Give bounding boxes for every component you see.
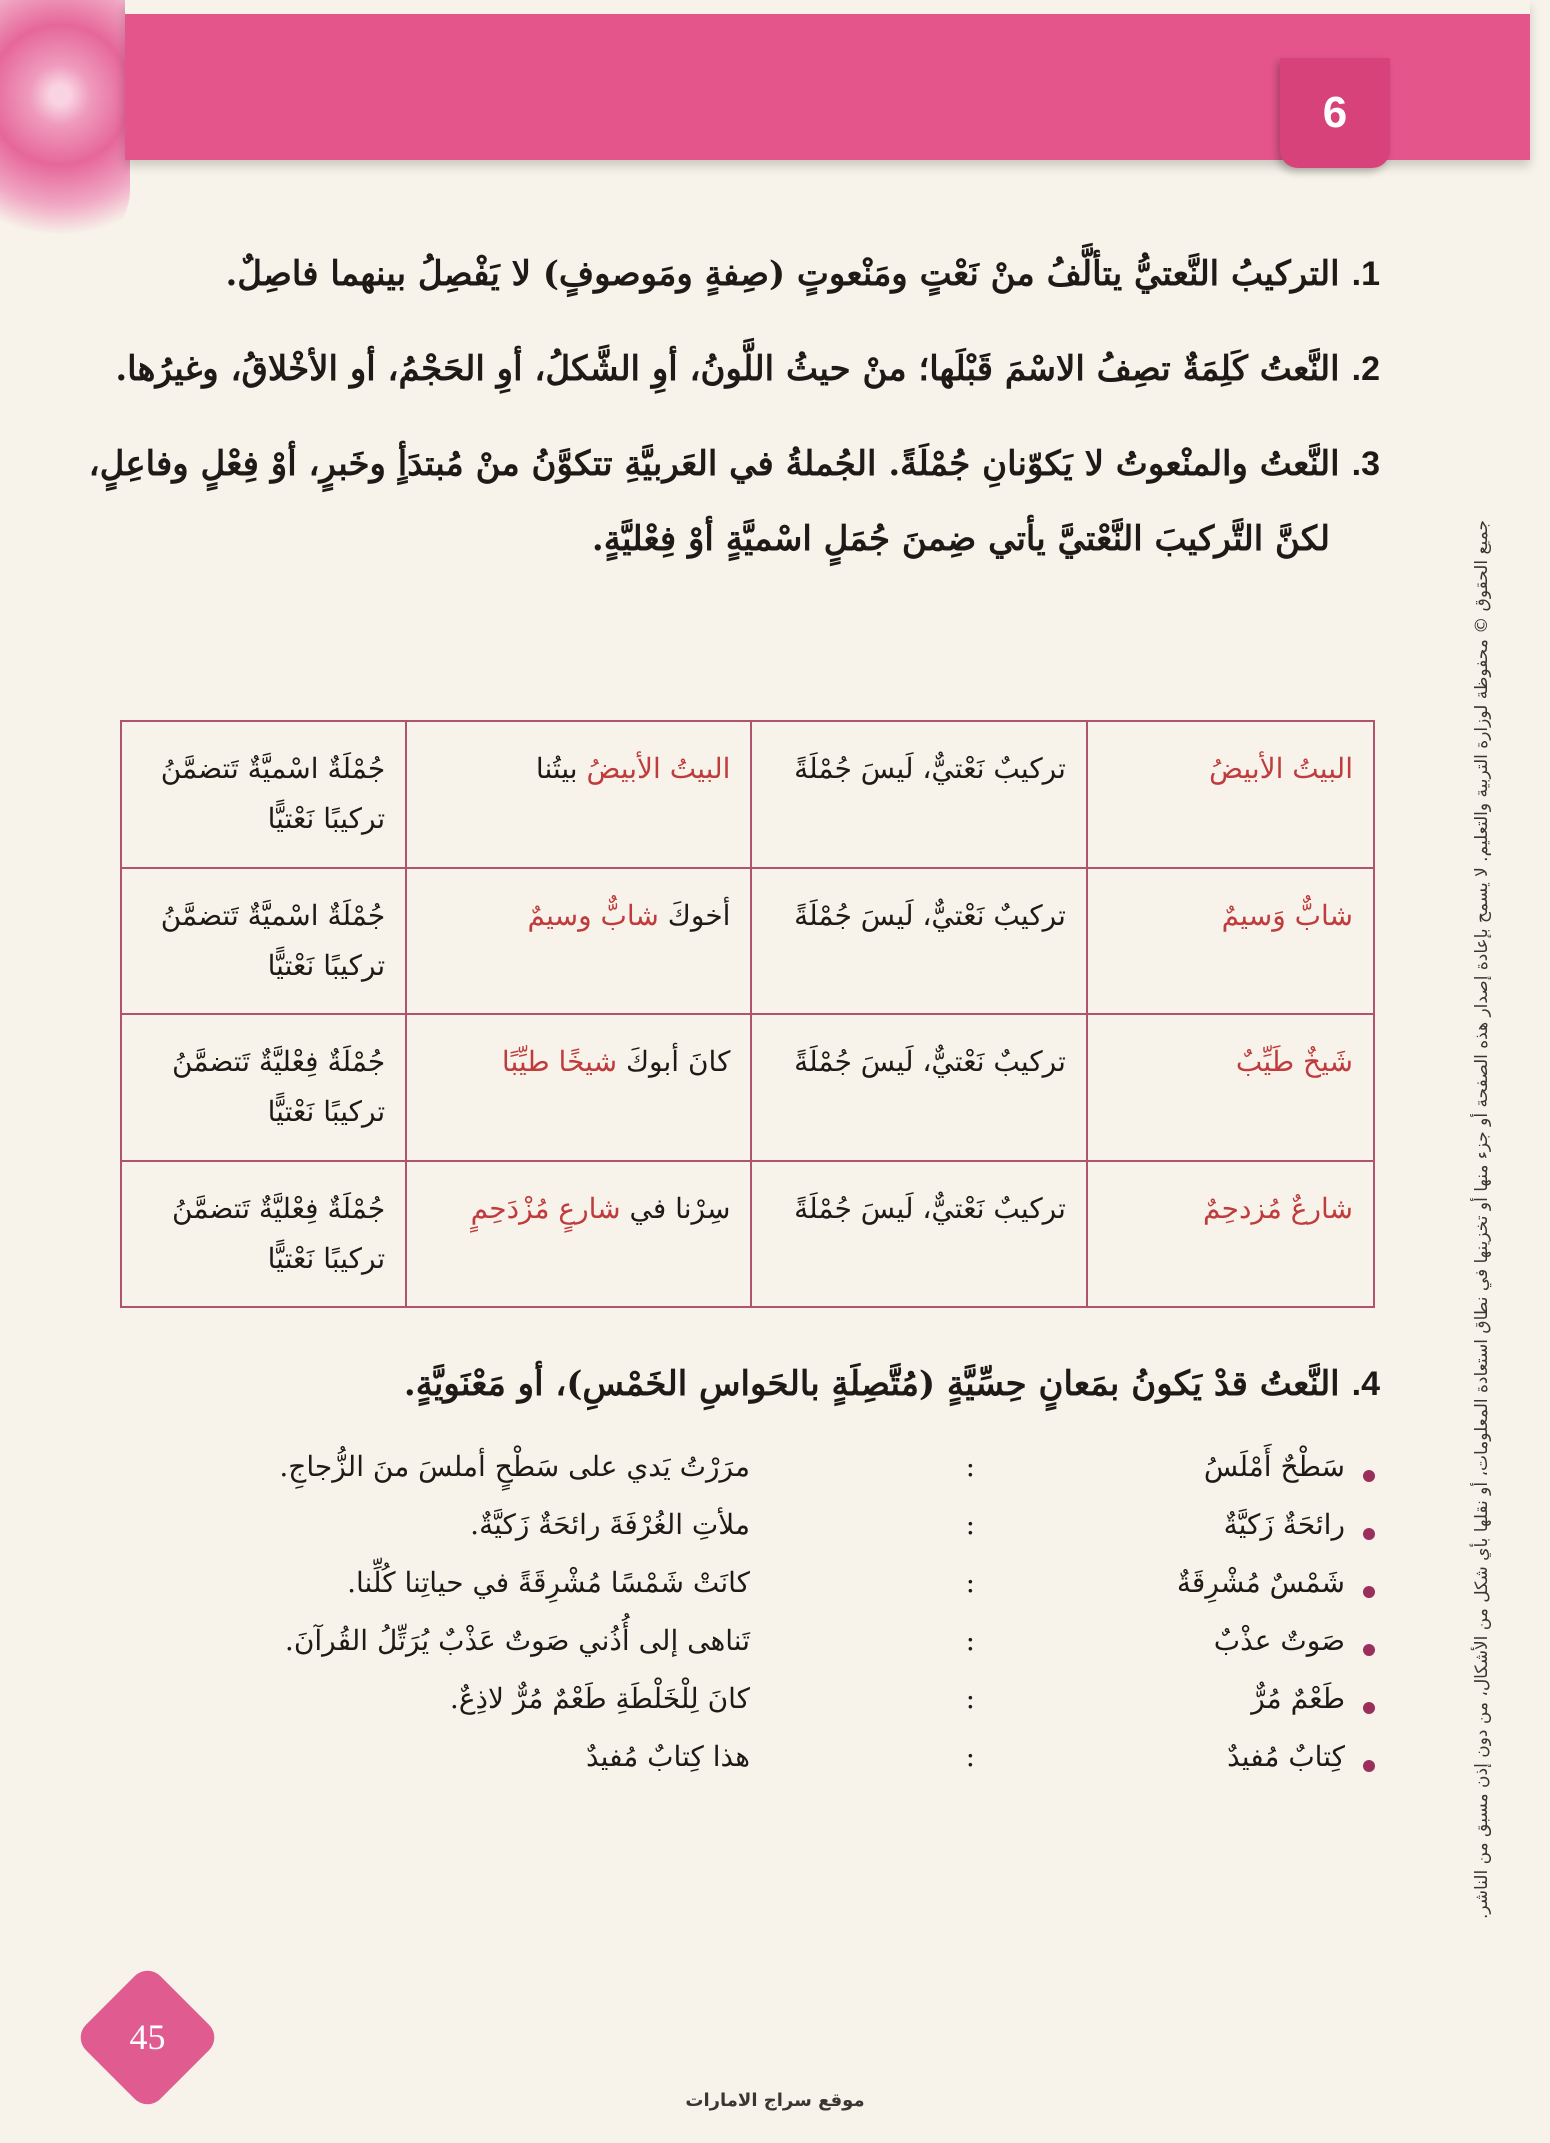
bullet-icon xyxy=(1363,1644,1375,1656)
examples-list xyxy=(135,1450,1375,1798)
point-3-continued xyxy=(592,510,1330,568)
point-4 xyxy=(404,1355,1380,1413)
list-colon: : xyxy=(965,1566,975,1599)
list-example: تَناهى إلى أُذُني صَوتٌ عَذْبٌ يُرَتِّلُ القُرآنَ. xyxy=(284,1624,750,1657)
page-number: 45 xyxy=(129,2017,166,2057)
point-number: 3. xyxy=(1351,445,1380,483)
note-cell: تركيبٌ نَعْتيٌّ، لَيسَ جُمْلَةً xyxy=(751,868,1087,1015)
sentence-highlight: شيخًا طيِّبًا xyxy=(501,1045,618,1078)
list-term: شَمْسٌ مُشْرِقَةٌ xyxy=(1176,1566,1345,1599)
chapter-number: 6 xyxy=(1322,88,1348,137)
type-cell: جُمْلَةٌ فِعْليَّةٌ تَتضمَّنُ تركيبًا نَعْتيًّا xyxy=(121,1014,406,1161)
chapter-badge xyxy=(1280,58,1390,168)
sentence-highlight: شارعٍ مُزْدَحِمٍ xyxy=(470,1191,621,1225)
table-row xyxy=(121,868,1374,1015)
table-row xyxy=(121,721,1374,868)
phrase-cell: البيتُ الأبيضُ xyxy=(1087,721,1374,868)
note-cell: تركيبٌ نَعْتيٌّ، لَيسَ جُمْلَةً xyxy=(751,1014,1087,1161)
list-term: صَوتٌ عذْبٌ xyxy=(1213,1624,1345,1657)
type-cell: جُمْلَةٌ اسْميَّةٌ تَتضمَّنُ تركيبًا نَعْتيًّا xyxy=(121,721,406,868)
point-number: 1. xyxy=(1351,255,1380,293)
copyright-side-note xyxy=(1432,520,1492,1920)
sentence-pre: كانَ أبوكَ xyxy=(617,1045,731,1078)
type-cell: جُمْلَةٌ اسْميَّةٌ تَتضمَّنُ تركيبًا نَعْتيًّا xyxy=(121,868,406,1015)
list-colon: : xyxy=(965,1508,975,1541)
list-item xyxy=(135,1450,1375,1508)
list-term: سَطْحٌ أَمْلَسُ xyxy=(1203,1450,1345,1483)
sentence-cell xyxy=(406,721,751,868)
point-text: النَّعتُ قدْ يَكونُ بمَعانٍ حِسِّيَّةٍ (مُتَّصِلَةٍ بالحَواسِ الخَمْسِ)، أو مَعْنَويَّةٍ. xyxy=(403,1364,1340,1404)
list-item xyxy=(135,1624,1375,1682)
point-number: 2. xyxy=(1351,350,1380,388)
list-colon: : xyxy=(965,1624,975,1657)
point-text: النَّعتُ والمنْعوتُ لا يَكوّنانِ جُمْلَةً. الجُملةُ في العَربيَّةِ تتكوَّنُ منْ مُبتدَأٍ وخَبرٍ، أوْ فِعْلٍ وفاعِلٍ، xyxy=(88,444,1340,484)
list-colon: : xyxy=(965,1682,975,1715)
list-example: ملأتِ الغُرْفَةَ رائحَةٌ زَكيَّةٌ. xyxy=(470,1508,750,1541)
phrase-cell: شابٌّ وَسيمٌ xyxy=(1087,868,1374,1015)
list-example: مرَرْتُ يَدي على سَطْحٍ أملسَ منَ الزُّجاجِ. xyxy=(279,1450,750,1483)
table-row xyxy=(121,1161,1374,1308)
list-item xyxy=(135,1508,1375,1566)
list-term: كِتابٌ مُفيدٌ xyxy=(1227,1740,1345,1773)
bullet-icon xyxy=(1363,1586,1375,1598)
copyright-text: جميع الحقوق © محفوظة لوزارة التربية والتعليم. لا يسمح بإعادة إصدار هذه الصفحة أو جزء منها أو تخزينها في نطاق استعادة المعلومات، أو نقلها بأي شكل من الأشكال، من دون إذن مسبق من الناشر. xyxy=(1472,520,1492,1920)
point-number: 4. xyxy=(1351,1365,1380,1403)
sentence-highlight: شابٌّ وسيمٌ xyxy=(527,898,659,932)
list-item xyxy=(135,1566,1375,1624)
examples-table xyxy=(120,720,1375,1308)
list-term: طَعْمٌ مُرٌّ xyxy=(1251,1682,1345,1715)
point-text: النَّعتُ كَلِمَةٌ تصِفُ الاسْمَ قَبْلَها؛ منْ حيثُ اللَّونُ، أوِ الشَّكلُ، أوِ الحَجْمُ، أو الأخْلاقُ، وغيرُها. xyxy=(115,349,1340,389)
note-cell: تركيبٌ نَعْتيٌّ، لَيسَ جُمْلَةً xyxy=(751,721,1087,868)
list-example: كانَتْ شَمْسًا مُشْرِقَةً في حياتِنا كُلِّنا. xyxy=(347,1566,750,1599)
list-example: هذا كِتابٌ مُفيدٌ xyxy=(585,1740,750,1773)
sentence-cell xyxy=(406,1014,751,1161)
bullet-icon xyxy=(1363,1702,1375,1714)
sentence-cell xyxy=(406,868,751,1015)
sentence-highlight: البيتُ الأبيضُ xyxy=(586,752,731,785)
point-1 xyxy=(225,245,1380,303)
phrase-cell: شارعٌ مُزدحِمٌ xyxy=(1087,1161,1374,1308)
footer-site-name: موقع سراج الامارات xyxy=(685,2090,865,2111)
sentence-post: بيتُنا xyxy=(535,752,587,785)
table-row xyxy=(121,1014,1374,1161)
note-cell: تركيبٌ نَعْتيٌّ، لَيسَ جُمْلَةً xyxy=(751,1161,1087,1308)
list-example: كانَ لِلْخَلْطَةِ طَعْمٌ مُرٌّ لاذِعٌ. xyxy=(449,1682,750,1715)
list-term: رائحَةٌ زَكيَّةٌ xyxy=(1223,1508,1345,1541)
sentence-cell xyxy=(406,1161,751,1308)
bullet-icon xyxy=(1363,1760,1375,1772)
point-text-continued: لكنَّ التَّركيبَ النَّعْتيَّ يأتي ضِمنَ جُمَلٍ اسْميَّةٍ أوْ فِعْليَّةٍ. xyxy=(591,519,1330,559)
list-colon: : xyxy=(965,1450,975,1483)
list-item xyxy=(135,1740,1375,1798)
list-item xyxy=(135,1682,1375,1740)
phrase-cell: شَيخٌ طَيِّبٌ xyxy=(1087,1014,1374,1161)
type-cell: جُمْلَةٌ فِعْليَّةٌ تَتضمَّنُ تركيبًا نَعْتيًّا xyxy=(121,1161,406,1308)
bullet-icon xyxy=(1363,1528,1375,1540)
list-colon: : xyxy=(965,1740,975,1773)
point-2 xyxy=(115,340,1380,398)
sentence-pre: سِرْنا في xyxy=(620,1191,731,1225)
corner-ornament xyxy=(0,0,130,250)
point-3 xyxy=(89,435,1380,493)
bullet-icon xyxy=(1363,1470,1375,1482)
sentence-pre: أخوكَ xyxy=(658,898,731,932)
point-text: التركيبُ النَّعتيُّ يتألَّفُ منْ نَعْتٍ ومَنْعوتٍ (صِفةٍ ومَوصوفٍ) لا يَفْصِلُ بينهما فاصِلٌ. xyxy=(225,254,1340,294)
